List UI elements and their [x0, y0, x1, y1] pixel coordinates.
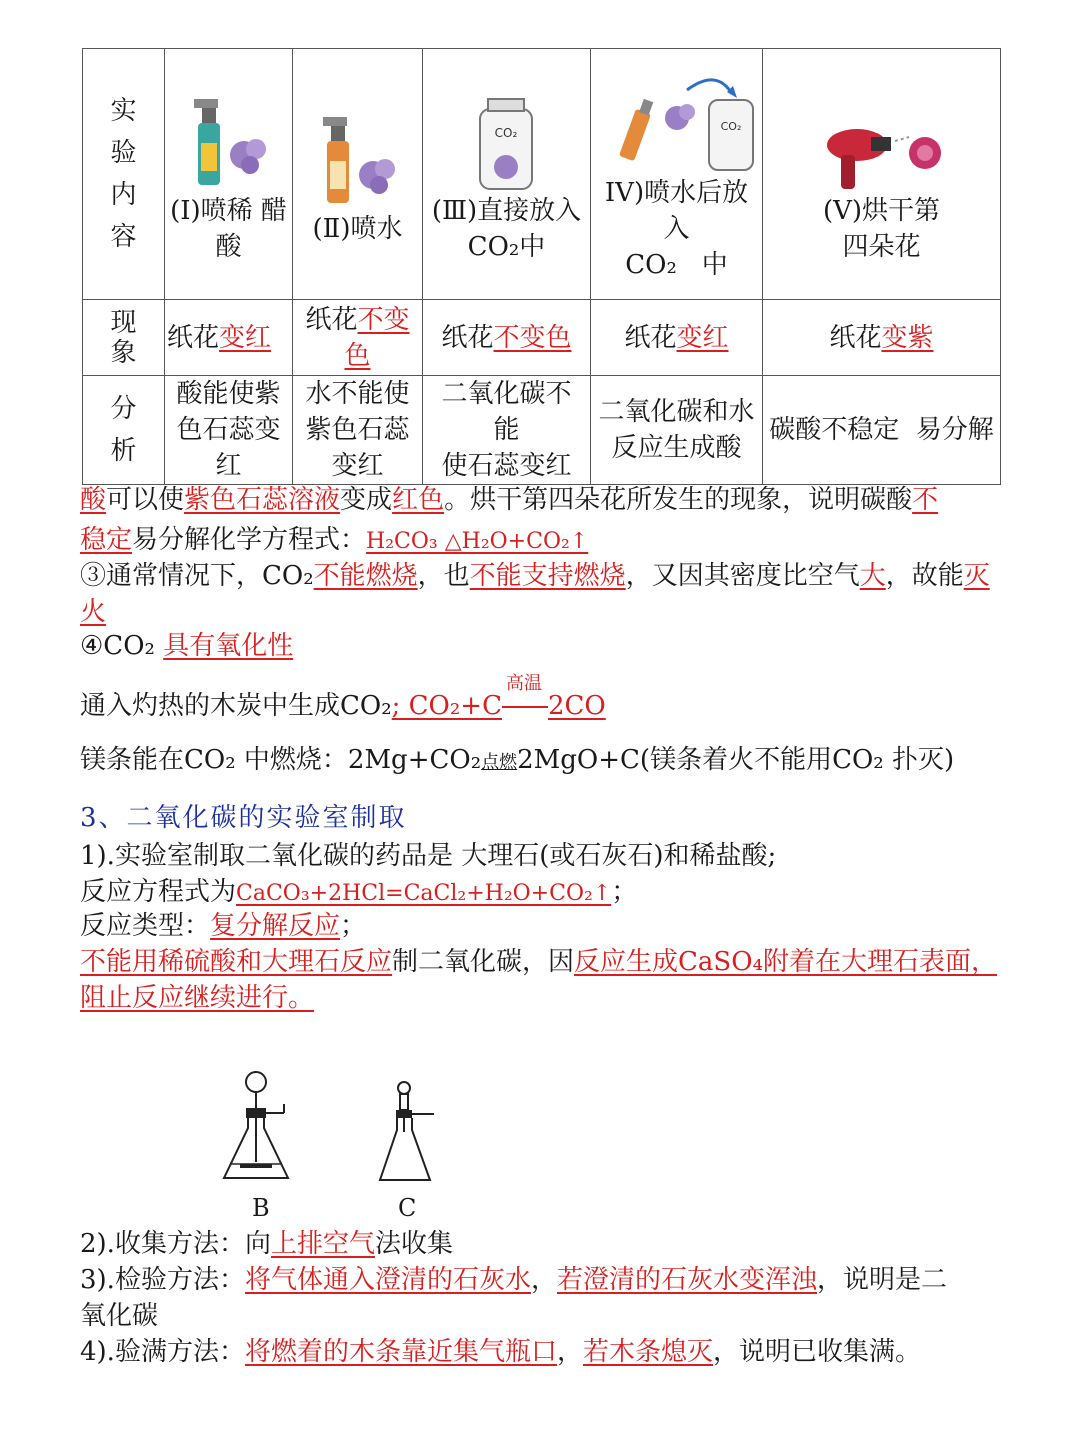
spray-then-jar-illustration	[597, 65, 757, 175]
s3-line-1: 1).实验室制取二氧化碳的药品是 大理石(或石灰石)和稀盐酸;	[80, 841, 777, 871]
exp4-label: IV)喷水后放入	[604, 178, 749, 244]
text-line-6: 通入灼热的木炭中生成CO₂; CO₂+C 高温 2CO	[80, 688, 606, 724]
phen-1: 纸花变红	[165, 300, 293, 376]
s3-line-2: 反应方程式为CaCO₃+2HCl=CaCl₂+H₂O+CO₂↑；	[80, 877, 638, 907]
apparatus-b	[220, 1070, 300, 1189]
hairdryer-flower-illustration	[817, 83, 947, 193]
row-content	[83, 49, 1001, 300]
analysis-3: 二氧化碳不 能 使石蕊变红	[423, 376, 591, 485]
cell-exp2	[293, 49, 423, 300]
s3-line-3: 反应类型：复分解反应；	[80, 911, 367, 941]
apparatus-b-label: B	[252, 1194, 270, 1222]
cell-exp1	[165, 49, 293, 300]
row-header-phenomenon: 现 象	[83, 300, 165, 376]
s3-line-5: 阻止反应继续进行。	[80, 983, 315, 1013]
phen-4: 纸花变红	[591, 300, 763, 376]
phen-5: 纸花变紫	[763, 300, 1001, 376]
text-line-7: 镁条能在CO₂ 中燃烧：2Mg+CO₂点燃2MgO+C(镁条着火不能用CO₂ 扑灭)	[80, 745, 955, 775]
exp3-label: (Ⅲ)直接放入	[431, 196, 582, 226]
row-header-content: 实 验 内 容	[83, 49, 165, 300]
phen-3: 纸花不变色	[423, 300, 591, 376]
text-line-2: 稳定易分解化学方程式：H₂CO₃ △H₂O+CO₂↑	[80, 525, 589, 555]
condition-high-temp: 高温	[502, 688, 548, 724]
apparatus-c-label: C	[398, 1194, 417, 1222]
co2-jar-illustration	[472, 83, 542, 193]
text-line-4: 火	[80, 597, 107, 627]
s3-line-6: 2).收集方法：向上排空气法收集	[80, 1229, 453, 1259]
exp5-label: (V)烘干第	[822, 196, 941, 226]
row-phenomenon	[83, 300, 1001, 376]
svg-text:CO₂: CO₂	[720, 120, 741, 133]
row-header-analysis: 分 析	[83, 376, 165, 485]
spray-bottle-illustration	[184, 83, 274, 193]
s3-line-7: 3).检验方法：将气体通入澄清的石灰水，若澄清的石灰水变浑浊，说明是二	[80, 1265, 948, 1295]
section-3-title: 3、二氧化碳的实验室制取	[80, 803, 407, 833]
exp3-label2: CO₂中	[467, 232, 546, 262]
text-line-3: ③通常情况下，CO₂不能燃烧，也不能支持燃烧，又因其密度比空气大，故能灭	[80, 561, 990, 591]
phen-2: 纸花不变色	[293, 300, 423, 376]
row-analysis	[83, 376, 1001, 485]
cell-exp4	[591, 49, 763, 300]
experiment-table	[82, 48, 1001, 485]
apparatus-c	[372, 1074, 444, 1190]
analysis-4: 二氧化碳和水 反应生成酸	[591, 376, 763, 485]
s3-line-8: 氧化碳	[80, 1301, 159, 1331]
text-line-5: ④CO₂ 具有氧化性	[80, 631, 294, 661]
s3-line-9: 4).验满方法：将燃着的木条靠近集气瓶口，若木条熄灭，说明已收集满。	[80, 1337, 922, 1367]
analysis-5: 碳酸不稳定 易分解	[763, 376, 1001, 485]
analysis-1: 酸能使紫 色石蕊变 红	[165, 376, 293, 485]
cell-exp3	[423, 49, 591, 300]
svg-text:CO₂: CO₂	[494, 126, 517, 140]
exp5-label2: 四朵花	[842, 232, 921, 262]
analysis-2: 水不能使 紫色石蕊 变红	[293, 376, 423, 485]
exp1-label: (I)喷稀 醋	[170, 196, 287, 226]
text-line-1: 酸可以使紫色石蕊溶液变成红色。烘干第四朵花所发生的现象，说明碳酸不	[80, 485, 939, 515]
exp2-label: (Ⅱ)喷水	[312, 214, 403, 244]
exp1-label2: 酸	[215, 232, 242, 262]
s3-line-4: 不能用稀硫酸和大理石反应制二氧化碳，因反应生成CaSO₄附着在大理石表面，	[80, 947, 997, 977]
spray-bottle-illustration	[313, 101, 403, 211]
exp4-label2: CO₂ 中	[625, 250, 728, 280]
cell-exp5	[763, 49, 1001, 300]
